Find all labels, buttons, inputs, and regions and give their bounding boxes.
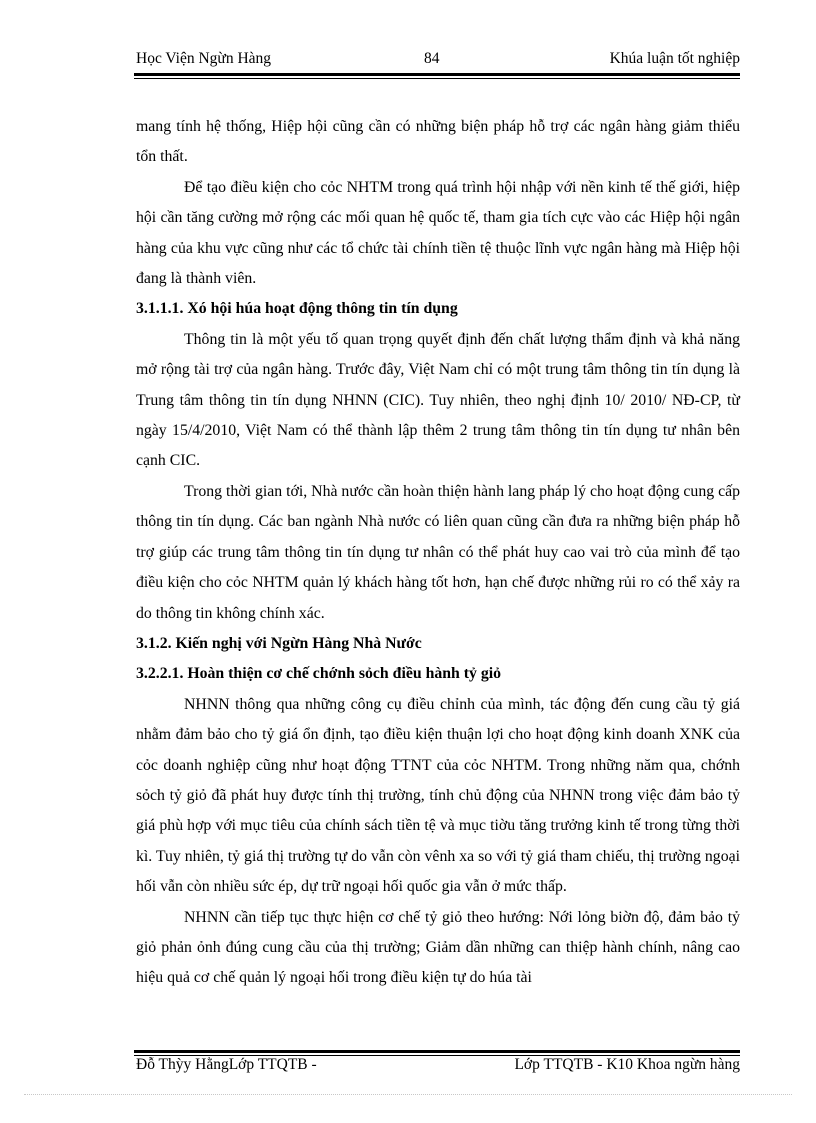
footer-author: Đỗ Thỳy HằngLớp TTQTB -	[136, 1056, 317, 1073]
page-footer	[136, 1056, 740, 1078]
header-rule-thin	[134, 78, 740, 79]
page-number: 84	[424, 50, 440, 67]
paragraph-continuation: mang tính hệ thống, Hiệp hội cũng cần có những biện pháp hỗ trợ các ngân hàng giảm thiểu tổn thất.	[136, 118, 740, 166]
header-institution: Học Viện Ngừn Hàng	[136, 50, 272, 67]
header-rule-thick	[134, 73, 740, 76]
page-body	[136, 112, 740, 994]
footer-class: Lớp TTQTB - K10 Khoa ngừn hàng	[514, 1056, 740, 1073]
paragraph-legal-framework: Trong thời gian tới, Nhà nước cần hoàn thiện hành lang pháp lý cho hoạt động cung cấp thông tin tín dụng. Các ban ngành Nhà nước có liên quan cũng cần đưa ra những biện pháp hỗ trợ giúp các trung tâm thông tin tín dụng tư nhân có thể phát huy cao vai trò của mình để tạo điều kiện cho cỏc NHTM quản lý khách hàng tốt hơn, hạn chế được những rủi ro có thể xảy ra do thông tin không chính xác.	[136, 482, 740, 622]
paragraph-international-relations: Để tạo điều kiện cho cỏc NHTM trong quá trình hội nhập với nền kinh tế thế giới, hiệp hội cần tăng cường mở rộng các mối quan hệ quốc tế, tham gia tích cực vào các Hiệp hội ngân hàng của khu vực cũng như các tổ chức tài chính tiền tệ thuộc lĩnh vực ngân hàng mà Hiệp hội đang là thành viên.	[136, 178, 740, 288]
page-bottom-dotted-line	[24, 1094, 792, 1095]
footer-rule-thick	[134, 1050, 740, 1053]
page-header	[136, 50, 740, 72]
paragraph-exchange-rate-mechanism: NHNN cần tiếp tục thực hiện cơ chế tỷ giỏ theo hướng: Nới lỏng biờn độ, đảm bảo tỷ giỏ phản ỏnh đúng cung cầu của thị trường; Giảm dần những can thiệp hành chính, nâng cao hiệu quả cơ chế quản lý ngoại hối trong điều kiện tự do húa tài	[136, 908, 740, 987]
paragraph-exchange-rate-policy: NHNN thông qua những công cụ điều chỉnh của mình, tác động đến cung cầu tỷ giá nhằm đảm bảo cho tỷ giá ổn định, tạo điều kiện thuận lợi cho hoạt động kinh doanh XNK của cỏc doanh nghiệp cũng như hoạt động TTNT của cỏc NHTM. Trong những năm qua, chớnh sỏch tỷ giỏ đã phát huy được tính thị trường, tính chủ động của NHNN trong việc đảm bảo tỷ giá phù hợp với mục tiêu của chính sách tiền tệ và mục tiờu tăng trưởng kinh tế trong từng thời kì. Tuy nhiên, tỷ giá thị trường tự do vẫn còn vênh xa so với tỷ giá tham chiếu, thị trường ngoại hối vẫn còn nhiều sức ép, dự trữ ngoại hối quốc gia vẫn ở mức thấp.	[136, 695, 740, 896]
header-document-type: Khúa luận tốt nghiệp	[609, 50, 740, 67]
section-heading-state-bank: 3.1.2. Kiến nghị với Ngừn Hàng Nhà Nước	[136, 634, 422, 652]
section-heading-credit-info: 3.1.1.1. Xó hội húa hoạt động thông tin tín dụng	[136, 300, 458, 318]
paragraph-credit-info-centers: Thông tin là một yếu tố quan trọng quyết định đến chất lượng thẩm định và khả năng mở rộng tài trợ của ngân hàng. Trước đây, Việt Nam chỉ có một trung tâm thông tin tín dụng là Trung tâm thông tin tín dụng NHNN (CIC). Tuy nhiên, theo nghị định 10/ 2010/ NĐ-CP, từ ngày 15/4/2010, Việt Nam có thể thành lập thêm 2 trung tâm thông tin tín dụng tư nhân bên cạnh CIC.	[136, 330, 740, 470]
section-heading-exchange-rate: 3.2.2.1. Hoàn thiện cơ chế chớnh sỏch điều hành tỷ giỏ	[136, 665, 502, 683]
